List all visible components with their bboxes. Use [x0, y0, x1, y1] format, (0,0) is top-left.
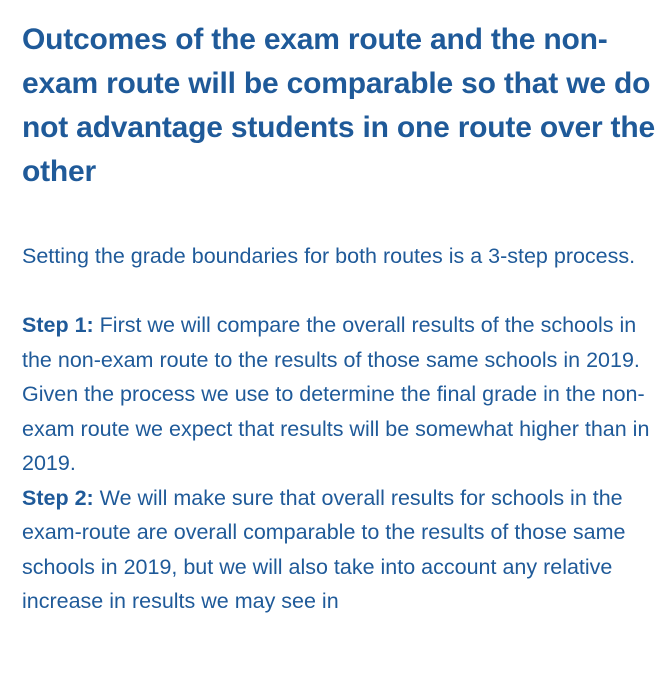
step-1-label: Step 1:: [22, 313, 94, 337]
intro-paragraph: Setting the grade boundaries for both routes is a 3-step process.: [22, 244, 636, 268]
step-1-text: First we will compare the overall results of the schools in the non-exam route to the results of those same schools in 2019. Given the process we use to determine the final grade in the non-exam route we expect that results will be somewhat higher than in 2019.: [22, 313, 650, 475]
step-2-label: Step 2:: [22, 485, 94, 510]
document-page: [22, 0, 658, 619]
section-heading: Outcomes of the exam route and the non-exam route will be comparable so that we do not advantage students in one route over the other: [22, 23, 655, 188]
step-1-paragraph: [22, 308, 658, 481]
step-2-text: We will make sure that overall results for schools in the exam-route are overall comparable to the results of those same schools in 2019, but we will also take into account any relative increase in results we may see in: [22, 485, 626, 613]
step-2-paragraph: [22, 481, 658, 619]
